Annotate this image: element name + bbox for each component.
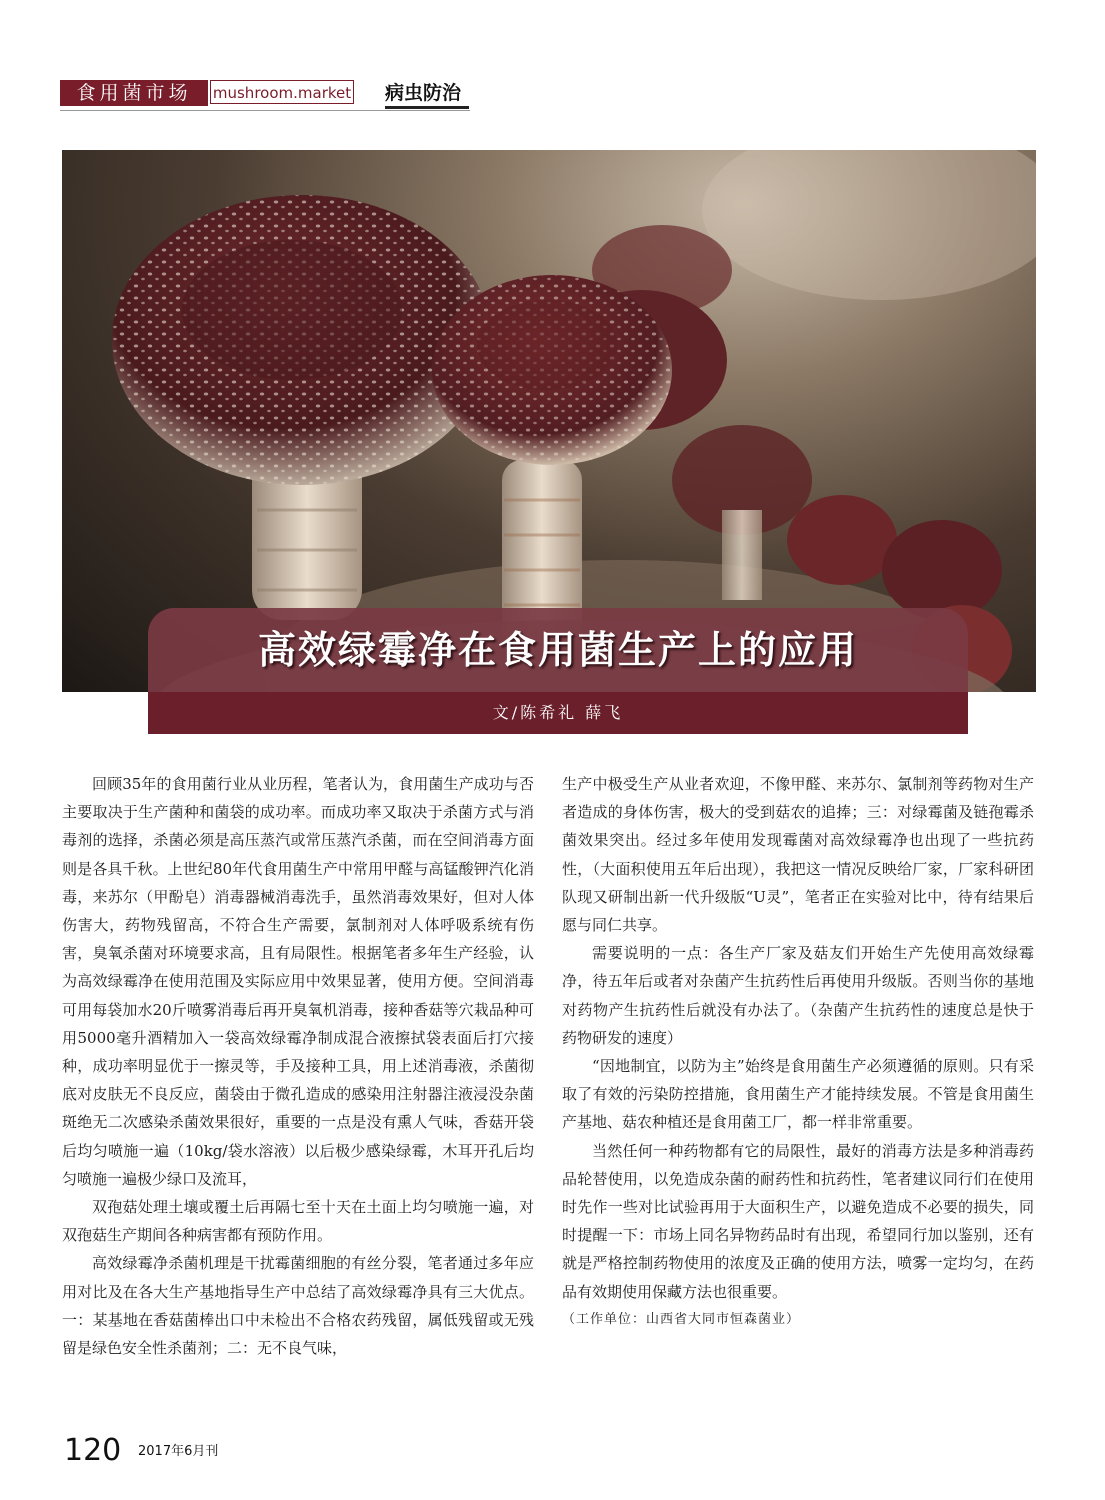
- paragraph: 当然任何一种药物都有它的局限性，最好的消毒方法是多种消毒药品轮替使用，以免造成杂菌的耐药性和抗药性，笔者建议同行们在使用时先作一些对比试验再用于大面积生产，以避免造成不必要的损失，同时提醒一下：市场上同名异物药品时有出现，希望同行加以鉴别，还有就是严格控制药物使用的浓度及正确的使用方法，喷雾一定均匀，在药品有效期使用保藏方法也很重要。: [562, 1141, 1034, 1301]
- paragraph: 生产中极受生产从业者欢迎，不像甲醛、来苏尔、氯制剂等药物对生产者造成的身体伤害，极大的受到菇农的追捧；三：对绿霉菌及链孢霉杀菌效果突出。经过多年使用发现霉菌对高效绿霉净也出现了一些抗药性，（大面积使用五年后出现），我把这一情况反映给厂家，厂家科研团队现又研制出新一代升级版“U灵”，笔者正在实验对比中，待有结果后愿与同仁共享。: [562, 775, 1034, 935]
- paragraph: 双孢菇处理土壤或覆土后再隔七至十天在土面上均匀喷施一遍，对双孢菇生产期间各种病害都有预防作用。: [62, 1198, 534, 1245]
- paragraph: “因地制宜，以防为主”始终是食用菌生产必须遵循的原则。只有采取了有效的污染防控措施，食用菌生产才能持续发展。不管是食用菌生产基地、菇农种植还是食用菌工厂，都一样非常重要。: [562, 1057, 1034, 1132]
- article-title: 高效绿霉净在食用菌生产上的应用: [257, 627, 858, 672]
- paragraph: 高效绿霉净杀菌机理是干扰霉菌细胞的有丝分裂，笔者通过多年应用对比及在各大生产基地指导生产中总结了高效绿霉净具有三大优点。一：某基地在香菇菌棒出口中未检出不合格农药残留，属低残留或无残留是绿色安全性杀菌剂；二：无不良气味，: [62, 1254, 534, 1358]
- paragraph: 回顾35年的食用菌行业从业历程，笔者认为，食用菌生产成功与否主要取决于生产菌种和菌袋的成功率。而成功率又取决于杀菌方式与消毒剂的选择，杀菌必须是高压蒸汽或常压蒸汽杀菌，而在空间消毒方面则是各具千秋。上世纪80年代食用菌生产中常用甲醛与高锰酸钾汽化消毒，来苏尔（甲酚皂）消毒器械消毒洗手，虽然消毒效果好，但对人体伤害大，药物残留高，不符合生产需要，氯制剂对人体呼吸系统有伤害，臭氧杀菌对环境要求高，且有局限性。根据笔者多年生产经验，认为高效绿霉净在使用范围及实际应用中效果显著，使用方便。空间消毒可用每袋加水20斤喷雾消毒后再开臭氧机消毒，接种香菇等穴栽品种可用5000毫升酒精加入一袋高效绿霉净制成混合液擦拭袋表面后打穴接种，成功率明显优于一擦灵等，手及接种工具，用上述消毒液，杀菌彻底对皮肤无不良反应，菌袋由于微孔造成的感染用注射器注液浸没杂菌斑绝无二次感染杀菌效果很好，重要的一点是没有熏人气味，香菇开袋后均匀喷施一遍（10kg/袋水溶液）以后极少感染绿霉，木耳开孔后均匀喷施一遍极少绿口及流耳，: [62, 775, 534, 1188]
- body-column-left: [62, 770, 534, 1362]
- author-affiliation: （工作单位：山西省大同市恒森菌业）: [562, 1311, 801, 1327]
- article-byline: 文/陈希礼 薛飞: [492, 703, 624, 722]
- paragraph: 需要说明的一点：各生产厂家及菇友们开始生产先使用高效绿霉净，待五年后或者对杂菌产生抗药性后再使用升级版。否则当你的基地对药物产生抗药性后就没有办法了。（杂菌产生抗药性的速度总是快于药物研发的速度）: [562, 944, 1034, 1047]
- page-number: 120: [64, 1433, 122, 1468]
- issue-date: 2017年6月刊: [138, 1444, 219, 1459]
- magazine-brand-en: mushroom.market: [210, 80, 354, 104]
- magazine-brand-cn: 食用菌市场: [60, 80, 208, 106]
- header-divider: [60, 110, 470, 111]
- section-label: 病虫防治: [385, 80, 469, 109]
- body-column-right: [562, 770, 1034, 1334]
